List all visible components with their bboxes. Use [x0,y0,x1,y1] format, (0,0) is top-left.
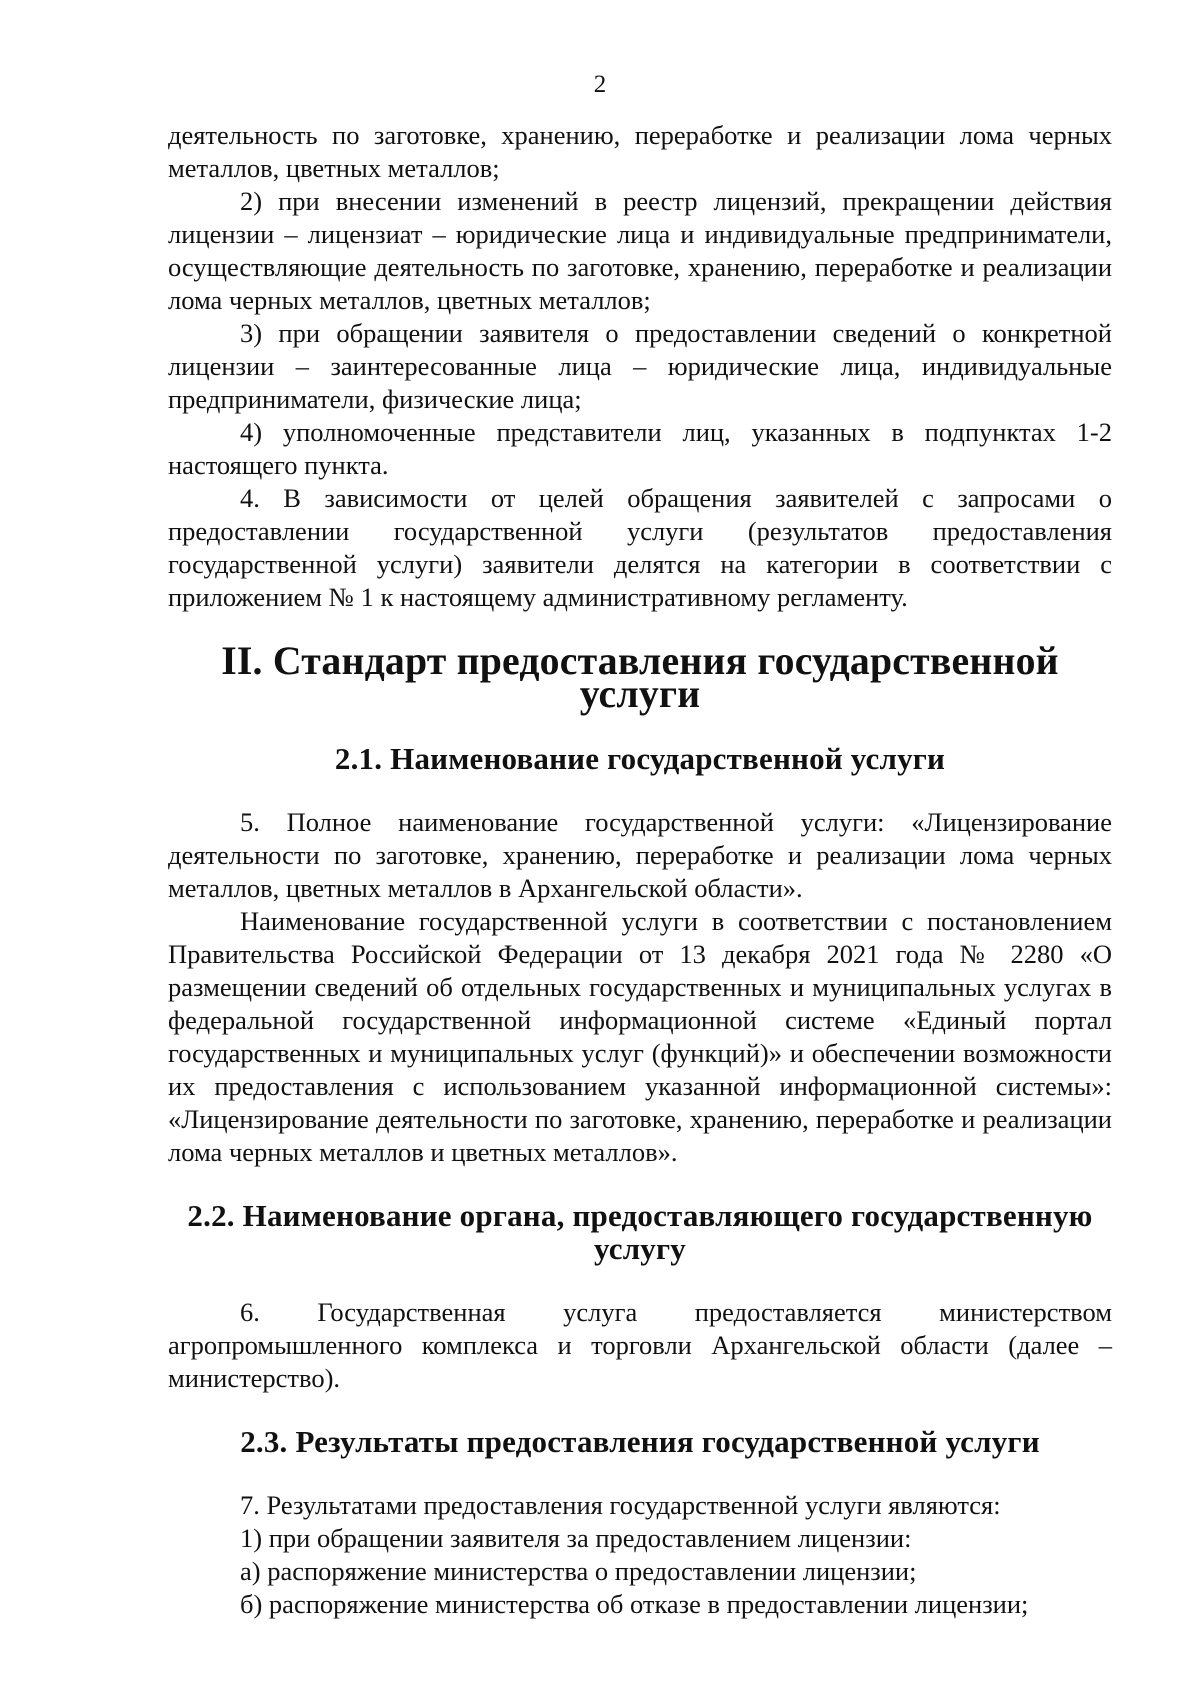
paragraph-applicants-item-2: 2) при внесении изменений в реестр лицензий, прекращении действия лицензии – лицензиат – юридические лица и индивидуальные предприниматели, осуществляющие деятельность по заготовке, хранению, переработке и реализации лома черных металлов, цветных металлов; [168,186,1112,315]
paragraph-6-providing-body: 6. Государственная услуга предоставляется министерством агропромышленного комплекса и торговли Архангельской области (далее – министерство). [168,1297,1112,1393]
subsection-heading-2-2: 2.2. Наименование органа, предоставляющего государственную услугу [187,1198,1093,1266]
paragraph-4-applicant-categories: 4. В зависимости от целей обращения заявителей с запросами о предоставлении государственной услуги (результатов предоставления государственной услуги) заявители делятся на категории в соответствии с приложением № 1 к настоящему административному регламенту. [168,483,1112,612]
subsection-heading-2-1: 2.1. Наименование государственной услуги [334,741,946,776]
paragraph-applicants-item-4: 4) уполномоченные представители лиц, указанных в подпунктах 1-2 настоящего пункта. [168,417,1112,480]
paragraph-applicants-continued: деятельность по заготовке, хранению, переработке и реализации лома черных металлов, цветных металлов; [168,120,1112,183]
paragraph-applicants-item-3: 3) при обращении заявителя о предоставлении сведений о конкретной лицензии – заинтересованные лица – юридические лица, индивидуальные предприниматели, физические лица; [168,318,1112,414]
document-body [168,119,1112,1621]
paragraph-7-item-1b: б) распоряжение министерства об отказе в предоставлении лицензии; [240,1589,1029,1619]
page-number: 2 [593,71,607,98]
section-heading-ii: II. Стандарт предоставления государственной услуги [221,639,1059,716]
paragraph-7-item-1: 1) при обращении заявителя за предоставлением лицензии: [240,1523,912,1553]
paragraph-service-name-per-resolution: Наименование государственной услуги в соответствии с постановлением Правительства Российской Федерации от 13 декабря 2021 года № 2280 «О размещении сведений об отдельных государственных и муниципальных услугах в федеральной государственной информационной системе «Единый портал государственных и муниципальных услуг (функций)» и обеспечении возможности их предоставления с использованием указанной информационной системы»: «Лицензирование деятельности по заготовке, хранению, переработке и реализации лома черных металлов и цветных металлов». [168,906,1112,1167]
paragraph-7-item-1a: а) распоряжение министерства о предоставлении лицензии; [240,1556,917,1586]
paragraph-7-results: 7. Результатами предоставления государственной услуги являются: [240,1490,1001,1520]
subsection-heading-2-3: 2.3. Результаты предоставления государственной услуги [240,1424,1040,1459]
paragraph-5-full-name: 5. Полное наименование государственной услуги: «Лицензирование деятельности по заготовке, хранению, переработке и реализации лома черных металлов, цветных металлов в Архангельской области». [168,807,1112,903]
